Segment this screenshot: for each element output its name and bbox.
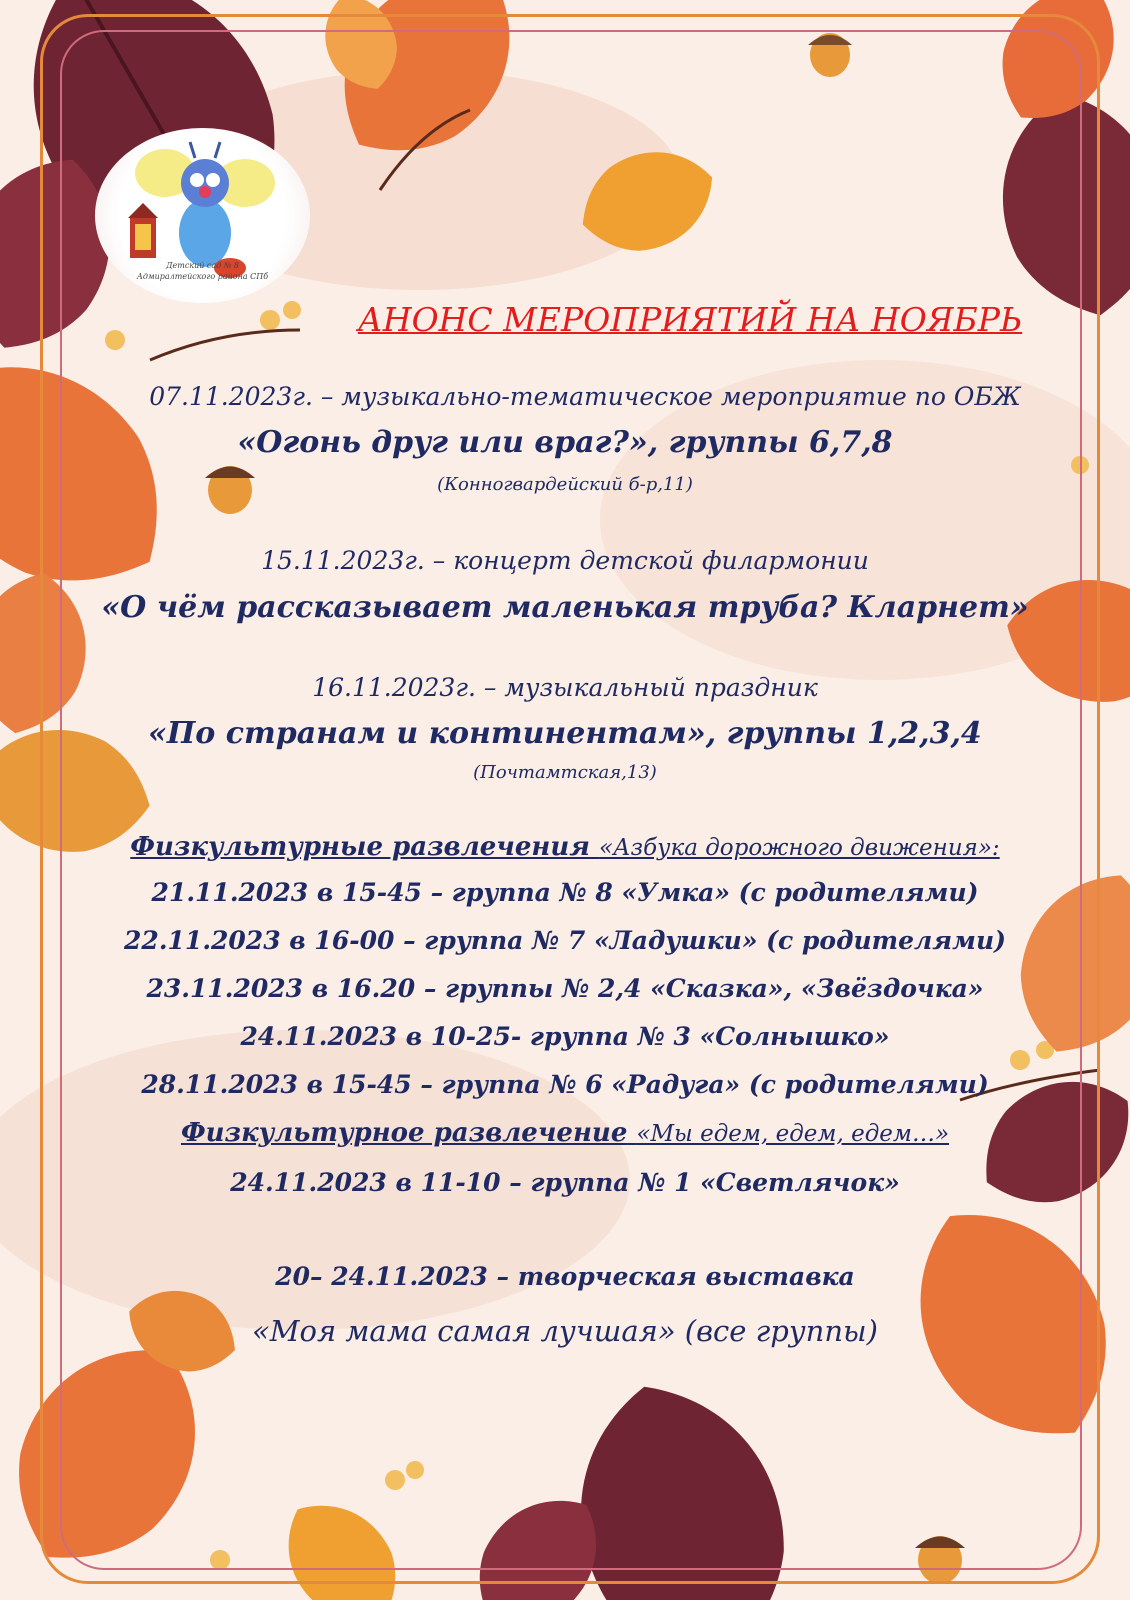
event-2-date: 15.11.2023г. – концерт детской филармонии (261, 546, 869, 575)
sports-heading-2: Физкультурное развлечение «Мы едем, едем, едем…» (180, 1118, 950, 1148)
kindergarten-logo (95, 128, 310, 303)
sports-2-item: 24.11.2023 в 11-10 – группа № 1 «Светлячок» (230, 1168, 900, 1197)
sports-1-item: 22.11.2023 в 16-00 – группа № 7 «Ладушки» (с родителями) (124, 926, 1006, 955)
event-1-date: 07.11.2023г. – музыкально-тематическое мероприятие по ОБЖ (149, 382, 1021, 411)
event-1-title: «Огонь друг или враг?», группы 6,7,8 (237, 425, 893, 460)
exhibition-title: «Моя мама самая лучшая» (все группы) (252, 1314, 878, 1348)
event-2-title: «О чём рассказывает маленькая труба? Кларнет» (101, 590, 1029, 625)
page-title: АНОНС МЕРОПРИЯТИЙ НА НОЯБРЬ (357, 300, 1023, 339)
event-3-address: (Почтамтская,13) (473, 762, 657, 783)
sports-1-item: 24.11.2023 в 10-25- группа № 3 «Солнышко» (240, 1022, 890, 1051)
event-1-address: (Конногвардейский б-р,11) (437, 474, 693, 495)
event-3-title: «По странам и континентам», группы 1,2,3,4 (148, 716, 982, 751)
sports-1-item: 23.11.2023 в 16.20 – группы № 2,4 «Сказка», «Звёздочка» (146, 974, 984, 1003)
logo-caption: Детский сад № 8 Адмиралтейского района СПб (136, 261, 269, 281)
sports-1-item: 28.11.2023 в 15-45 – группа № 6 «Радуга» (с родителями) (141, 1070, 989, 1099)
sports-heading-1: Физкультурные развлечения «Азбука дорожного движения»: (130, 832, 1000, 862)
sports-1-item: 21.11.2023 в 15-45 – группа № 8 «Умка» (с родителями) (151, 878, 979, 907)
event-3-date: 16.11.2023г. – музыкальный праздник (312, 673, 818, 702)
exhibition-date: 20– 24.11.2023 – творческая выставка (275, 1262, 855, 1291)
